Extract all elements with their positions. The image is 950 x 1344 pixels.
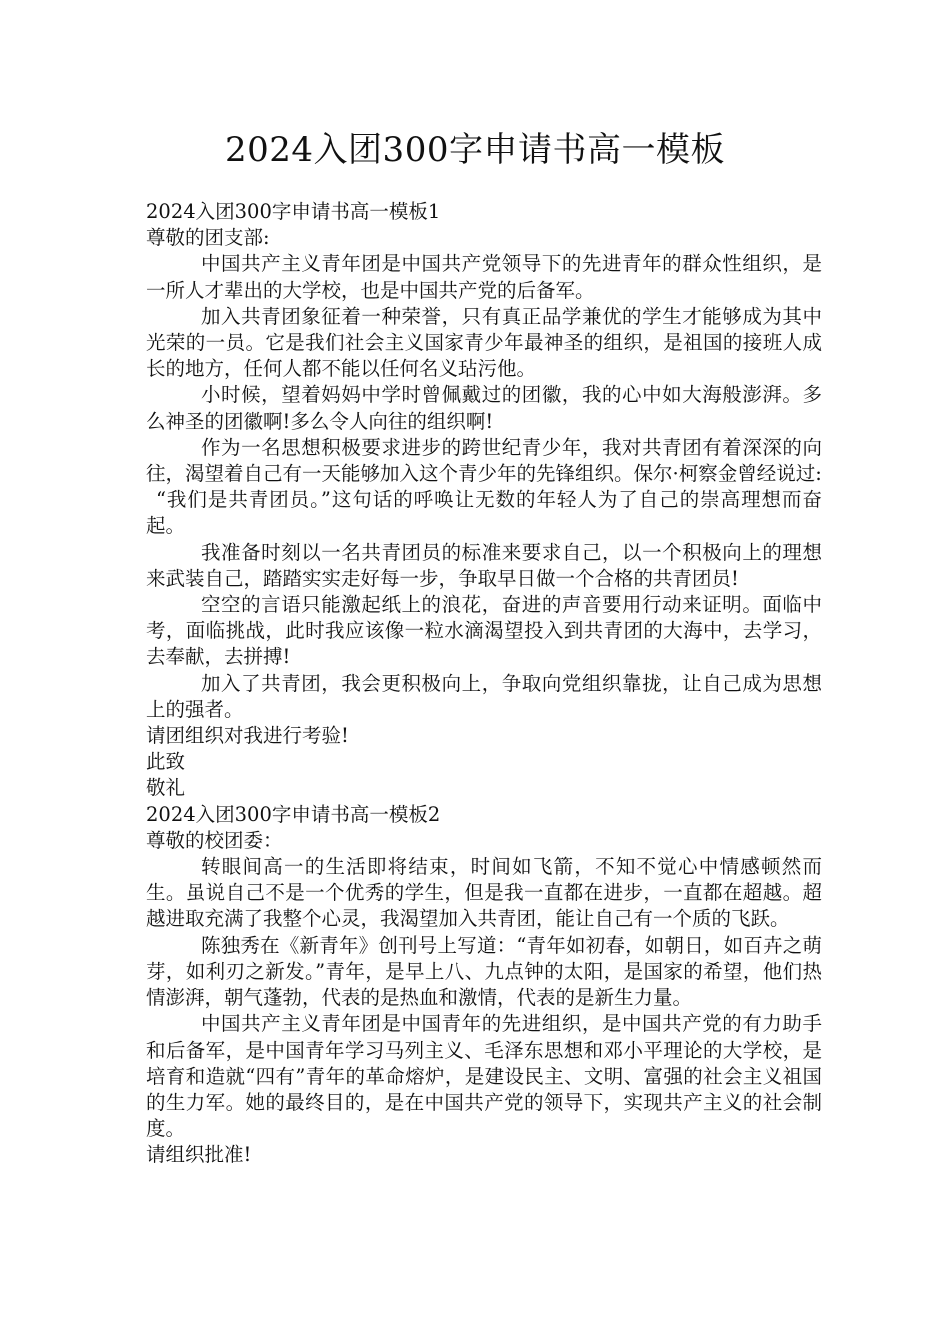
document-line: 2024入团300字申请书高一模板1: [146, 200, 441, 223]
document-paragraph: “我们是共青团员。”这句话的呼唤让无数的年轻人为了自己的崇高理想而奋起。: [146, 488, 822, 538]
document-paragraph: 中国共产主义青年团是中国共产党领导下的先进青年的群众性组织，是一所人才辈出的大学校，也是中国共产党的后备军。: [146, 252, 822, 302]
document-title: 2024入团300字申请书高一模板: [225, 130, 725, 170]
document-paragraph: 转眼间高一的生活即将结束，时间如飞箭，不知不觉心中情感顿然而生。虽说自己不是一个优秀的学生，但是我一直都在进步，一直都在超越。超越进取充满了我整个心灵，我渴望加入共青团，能让自己有一个质的飞跃。: [146, 855, 822, 931]
document-line: 尊敬的校团委：: [146, 828, 283, 852]
document-paragraph: 空空的言语只能激起纸上的浪花，奋进的声音要用行动来证明。面临中考，面临挑战，此时我应该像一粒水滴渴望投入到共青团的大海中，去学习，去奉献，去拼搏!: [146, 593, 822, 669]
document-paragraph: 加入共青团象征着一种荣誉，只有真正品学兼优的学生才能够成为其中光荣的一员。它是我们社会主义国家青少年最神圣的组织，是祖国的接班人成长的地方，任何人都不能以任何名义玷污他。: [146, 304, 822, 381]
document-paragraph: 我准备时刻以一名共青团员的标准来要求自己，以一个积极向上的理想来武装自己，踏踏实实走好每一步，争取早日做一个合格的共青团员!: [146, 540, 822, 590]
document-paragraph: 中国共产主义青年团是中国青年的先进组织，是中国共产党的有力助手和后备军，是中国青年学习马列主义、毛泽东思想和邓小平理论的大学校，是培育和造就“四有”青年的革命熔炉，是建设民主、文明、富强的社会主义祖国的生力军。她的最终目的，是在中国共产党的领导下，实现共产主义的社会制度。: [146, 1012, 822, 1141]
document-line: 尊敬的团支部:: [146, 226, 270, 250]
document-line: 请组织批准!: [146, 1143, 252, 1167]
document-paragraph: 小时候，望着妈妈中学时曾佩戴过的团徽，我的心中如大海般澎湃。多么神圣的团徽啊!多么令人向往的组织啊!: [146, 383, 822, 433]
document-line: 请团组织对我进行考验!: [146, 724, 349, 748]
document-paragraph: 加入了共青团，我会更积极向上，争取向党组织靠拢，让自己成为思想上的强者。: [146, 671, 822, 721]
document-line: 此致: [146, 750, 186, 774]
document-body: [146, 199, 822, 1169]
document-line: 2024入团300字申请书高一模板2: [146, 802, 441, 826]
document-paragraph: 陈独秀在《新青年》创刊号上写道：“青年如初春，如朝日，如百卉之萌芽，如利刃之新发。”青年，是早上八、九点钟的太阳，是国家的希望，他们热情澎湃，朝气蓬勃，代表的是热血和激情，代表的是新生力量。: [146, 933, 822, 1010]
document-paragraph: 作为一名思想积极要求进步的跨世纪青少年，我对共青团有着深深的向往，渴望着自己有一天能够加入这个青少年的先锋组织。保尔·柯察金曾经说过:: [146, 435, 822, 486]
document-line: 敬礼: [146, 776, 186, 800]
